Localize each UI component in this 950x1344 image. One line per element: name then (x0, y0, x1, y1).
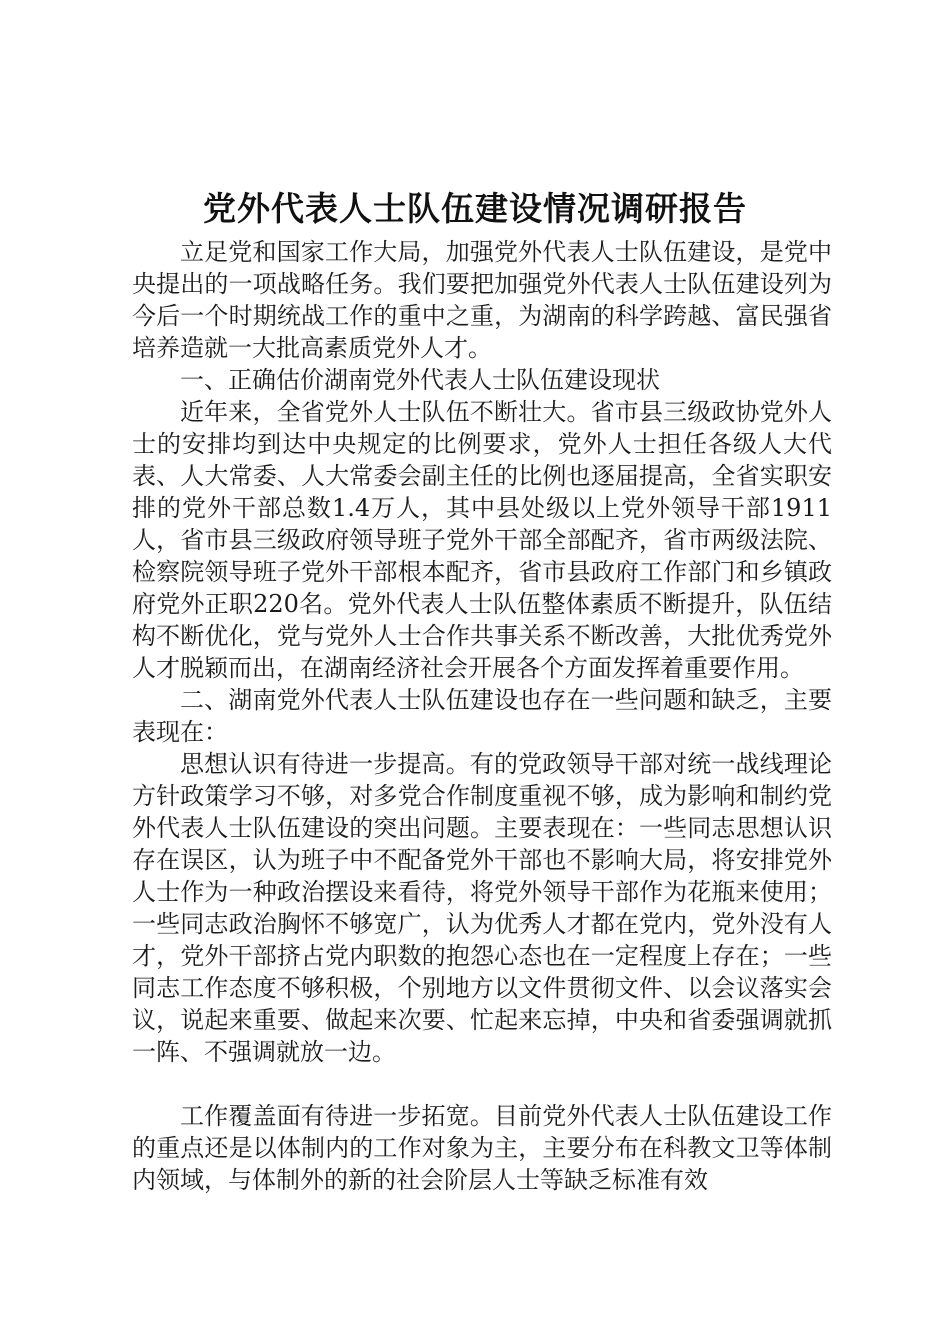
paragraph-awareness: 思想认识有待进一步提高。有的党政领导干部对统一战线理论方针政策学习不够，对多党合作制度重视不够，成为影响和制约党外代表人士队伍建设的突出问题。主要表现在：一些同志思想认识存在误区，认为班子中不配备党外干部也不影响大局，将安排党外人士作为一种政治摆设来看待，将党外领导干部作为花瓶来使用；一些同志政治胸怀不够宽广，认为优秀人才都在党内，党外没有人才，党外干部挤占党内职数的抱怨心态也在一定程度上存在；一些同志工作态度不够积极，个别地方以文件贯彻文件、以会议落实会议，说起来重要、做起来次要、忙起来忘掉，中央和省委强调就抓一阵、不强调就放一边。 (132, 750, 832, 1066)
document-body (132, 236, 832, 1196)
paragraph-intro: 立足党和国家工作大局，加强党外代表人士队伍建设，是党中央提出的一项战略任务。我们要把加强党外代表人士队伍建设列为今后一个时期统战工作的重中之重，为湖南的科学跨越、富民强省培养造就一大批高素质党外人才。 (132, 238, 832, 362)
paragraph-status: 近年来，全省党外人士队伍不断壮大。省市县三级政协党外人士的安排均到达中央规定的比例要求，党外人士担任各级人大代表、人大常委、人大常委会副主任的比例也逐届提高，全省实职安排的党外干部总数1.4万人，其中县处级以上党外领导干部1911人，省市县三级政府领导班子党外干部全部配齐，省市两级法院、检察院领导班子党外干部根本配齐，省市县政府工作部门和乡镇政府党外正职220名。党外代表人士队伍整体素质不断提升，队伍结构不断优化，党与党外人士合作共事关系不断改善，大批优秀党外人才脱颖而出，在湖南经济社会开展各个方面发挥着重要作用。 (132, 398, 832, 682)
document-title: 党外代表人士队伍建设情况调研报告 (203, 189, 747, 228)
section-heading-2: 二、湖南党外代表人士队伍建设也存在一些问题和缺乏，主要表现在： (132, 686, 832, 746)
paragraph-coverage: 工作覆盖面有待进一步拓宽。目前党外代表人士队伍建设工作的重点还是以体制内的工作对象为主，主要分布在科教文卫等体制内领域，与体制外的新的社会阶层人士等缺乏标准有效 (132, 1102, 832, 1194)
section-heading-1: 一、正确估价湖南党外代表人士队伍建设现状 (180, 366, 660, 394)
